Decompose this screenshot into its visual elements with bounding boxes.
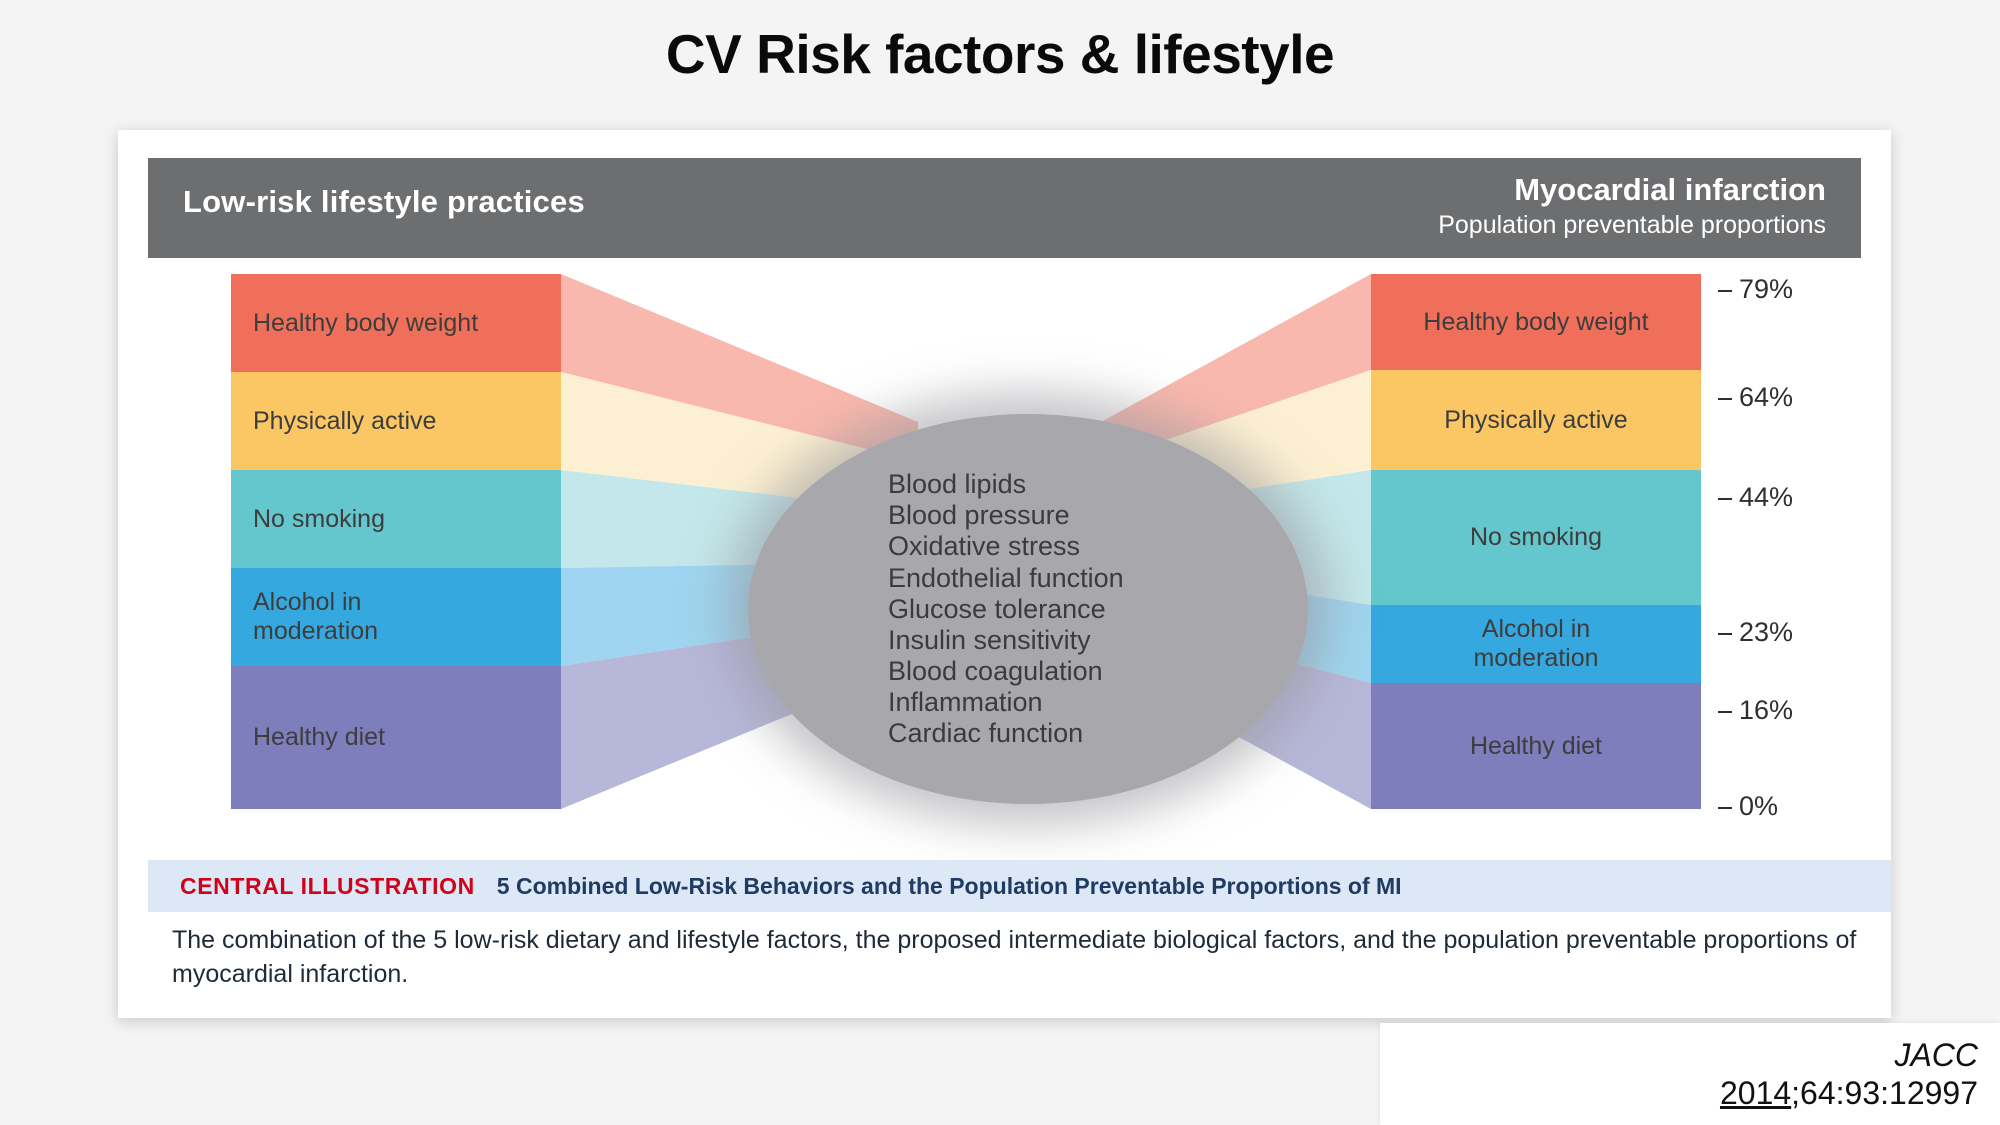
citation-rest: ;64:93:12997 [1791,1075,1978,1111]
right-band-physically-active [1371,370,1701,470]
right-band-label: Healthy body weight [1423,307,1649,336]
factor-item: Oxidative stress [888,531,1081,562]
right-band-alcohol-in-moderation [1371,605,1701,683]
left-band-alcohol-in-moderation [231,568,561,666]
citation-journal: JACC [1894,1037,1978,1073]
diagram-area [118,262,1891,822]
figure-header [148,158,1861,258]
citation-reference [1720,1075,1978,1112]
factor-item: Blood coagulation [888,656,1103,687]
factor-item: Cardiac function [888,718,1084,749]
figure-caption-body: The combination of the 5 low-risk dietary and lifestyle factors, the proposed intermediate biological factors, and the population preventable proportions of myocardial infarction. [172,926,1857,988]
factor-item: Blood pressure [888,500,1070,531]
axis-tick [1718,482,1878,513]
axis-tick-dash [1718,807,1732,809]
left-band-label: Healthy body weight [253,308,479,337]
factor-item: Endothelial function [888,562,1124,593]
figure-panel [118,130,1891,1018]
axis-tick-label: 79% [1739,274,1794,304]
axis-tick-dash [1718,633,1732,635]
axis-tick-dash [1718,398,1732,400]
axis-tick-label: 23% [1739,617,1794,647]
left-band-physically-active [231,372,561,470]
axis-tick [1718,617,1878,648]
left-band-label: Healthy diet [253,723,386,751]
axis-tick-label: 0% [1739,791,1779,821]
citation-year: 2014 [1719,1075,1792,1111]
axis-tick-label: 64% [1739,382,1794,412]
factor-item: Inflammation [888,687,1043,718]
axis-tick-dash [1718,290,1732,292]
left-band-no-smoking [231,470,561,568]
central-mechanism-ellipse [748,414,1308,804]
axis-tick [1718,274,1878,305]
central-illustration-tag: CENTRAL ILLUSTRATION [180,872,475,899]
factor-item: Blood lipids [888,469,1027,499]
axis-tick [1718,791,1878,822]
axis-tick [1718,382,1878,413]
axis-tick-dash [1718,711,1732,713]
right-band-column [1371,274,1701,809]
axis-tick-label: 44% [1739,482,1794,512]
figure-header-right [1438,172,1826,240]
right-band-label: Alcohol in moderation [1473,615,1599,672]
right-band-label: No smoking [1470,523,1602,551]
right-band-label: Physically active [1444,405,1628,434]
figure-header-left-title: Low-risk lifestyle practices [183,184,585,219]
right-band-healthy-body-weight [1371,274,1701,370]
central-illustration-bar [148,860,1891,912]
figure-header-right-title: Myocardial infarction [1514,172,1826,207]
figure-header-right-subtitle: Population preventable proportions [1438,211,1826,239]
left-band-label: Alcohol in moderation [253,588,379,645]
left-band-column [231,274,561,809]
left-band-label: No smoking [253,504,385,533]
axis-tick-dash [1718,498,1732,500]
left-band-label: Physically active [253,406,437,435]
right-band-label: Healthy diet [1469,731,1603,760]
left-band-healthy-body-weight [231,274,561,372]
percentage-axis [1718,274,1878,819]
left-band-healthy-diet [231,666,561,809]
central-illustration-title: 5 Combined Low-Risk Behaviors and the Population Preventable Proportions of MI [496,872,1402,899]
page-title: CV Risk factors & lifestyle [665,23,1335,85]
citation-box [1380,1023,2000,1125]
factor-item: Insulin sensitivity [888,624,1091,655]
biological-factors-list [888,469,1124,750]
right-band-no-smoking [1371,470,1701,605]
factor-item: Glucose tolerance [888,593,1106,624]
axis-tick [1718,695,1878,726]
axis-tick-label: 16% [1739,695,1794,725]
right-band-healthy-diet [1371,683,1701,809]
